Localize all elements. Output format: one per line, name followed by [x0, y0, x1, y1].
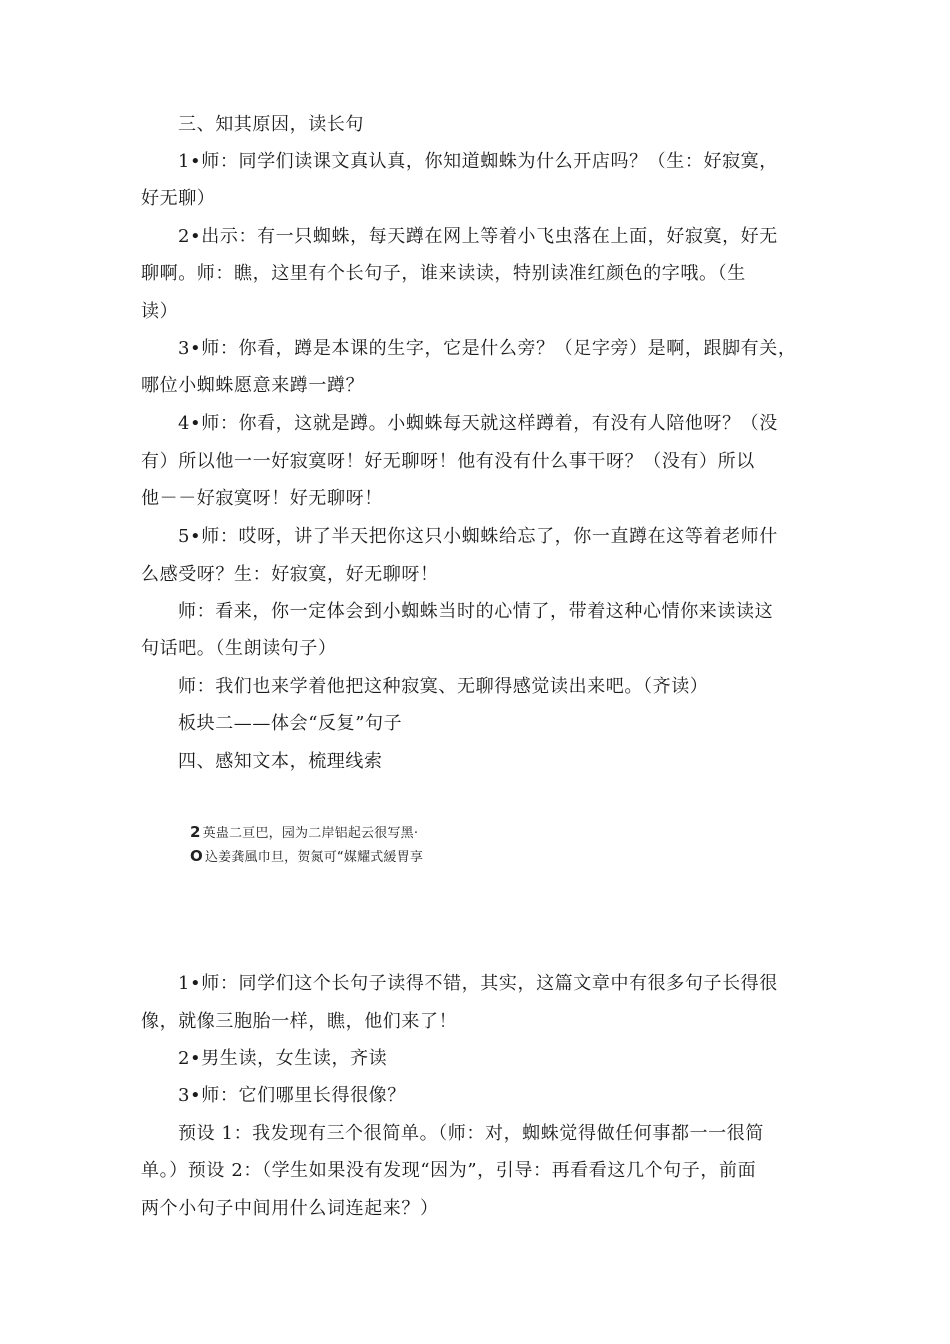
- paragraph-line: 么感受呀？生：好寂寞，好无聊呀！: [141, 564, 439, 585]
- block-heading-2: 板块二——体会“反复”句子: [178, 713, 403, 734]
- paragraph-line: 5•师：哎呀，讲了半天把你这只小蜘蛛给忘了，你一直蹲在这等着老师什: [178, 526, 778, 547]
- paragraph-line: 1•师：同学们这个长句子读得不错，其实，这篇文章中有很多句子长得很: [178, 973, 778, 994]
- paragraph-line: 2•出示：有一只蜘蛛，每天蹲在网上等着小飞虫落在上面，好寂寞，好无: [178, 226, 778, 247]
- paragraph-line: 句话吧。（生朗读句子）: [141, 638, 337, 659]
- paragraph-line: 师：我们也来学着他把这种寂寞、无聊得感觉读出来吧。（齐读）: [178, 676, 709, 697]
- paragraph-line: 2•男生读，女生读，齐读: [178, 1048, 388, 1069]
- paragraph-line: 他－－好寂寞呀！好无聊呀！: [141, 488, 383, 509]
- section-heading-3: 三、知其原因，读长句: [178, 114, 364, 135]
- paragraph-line: 有）所以他一一好寂寞呀！好无聊呀！他有没有什么事干呀？（没有）所以: [141, 451, 755, 472]
- section-heading-4: 四、感知文本，梳理线索: [178, 751, 383, 772]
- paragraph-line: 好无聊）: [141, 188, 216, 209]
- paragraph-line: 像，就像三胞胎一样，瞧，他们来了！: [141, 1011, 458, 1032]
- paragraph-line: 两个小句子中间用什么词连起来？）: [141, 1198, 439, 1219]
- paragraph-line: 读）: [141, 301, 179, 322]
- scanned-line-text: 込姜龚風巾旦，贺氮可“媒耀式緩胃享: [204, 850, 424, 865]
- paragraph-line: 4•师：你看，这就是蹲。小蜘蛛每天就这样蹲着，有没有人陪他呀？（没: [178, 413, 778, 434]
- scanned-text-line-2: [190, 847, 423, 867]
- paragraph-line: 3•师：它们哪里长得很像？: [178, 1085, 406, 1106]
- paragraph-line: 单。）预设 2：（学生如果没有发现“因为”，引导：再看看这几个句子，前面: [141, 1160, 757, 1181]
- scanned-line-text: 英蛊二亘巴，园为二岸铝起云很写黑·: [202, 826, 419, 841]
- scanned-text-line-1: [190, 823, 418, 843]
- paragraph-line: 聊啊。师：瞧，这里有个长句子，谁来读读，特别读准红颜色的字哦。（生: [141, 263, 746, 284]
- paragraph-line: 3•师：你看，蹲是本课的生字，它是什么旁？（足字旁）是啊，跟脚有关，: [178, 338, 797, 359]
- paragraph-line: 哪位小蜘蛛愿意来蹲一蹲？: [141, 375, 365, 396]
- paragraph-line: 师：看来，你一定体会到小蜘蛛当时的心情了，带着这种心情你来读读这: [178, 601, 774, 622]
- scanned-line-number: O: [190, 847, 203, 865]
- scanned-line-number: 2: [190, 823, 201, 841]
- paragraph-line: 1•师：同学们读课文真认真，你知道蜘蛛为什么开店吗？（生：好寂寞，: [178, 151, 778, 172]
- paragraph-line: 预设 1：我发现有三个很简单。（师：对，蜘蛛觉得做任何事都一一很简: [178, 1123, 764, 1144]
